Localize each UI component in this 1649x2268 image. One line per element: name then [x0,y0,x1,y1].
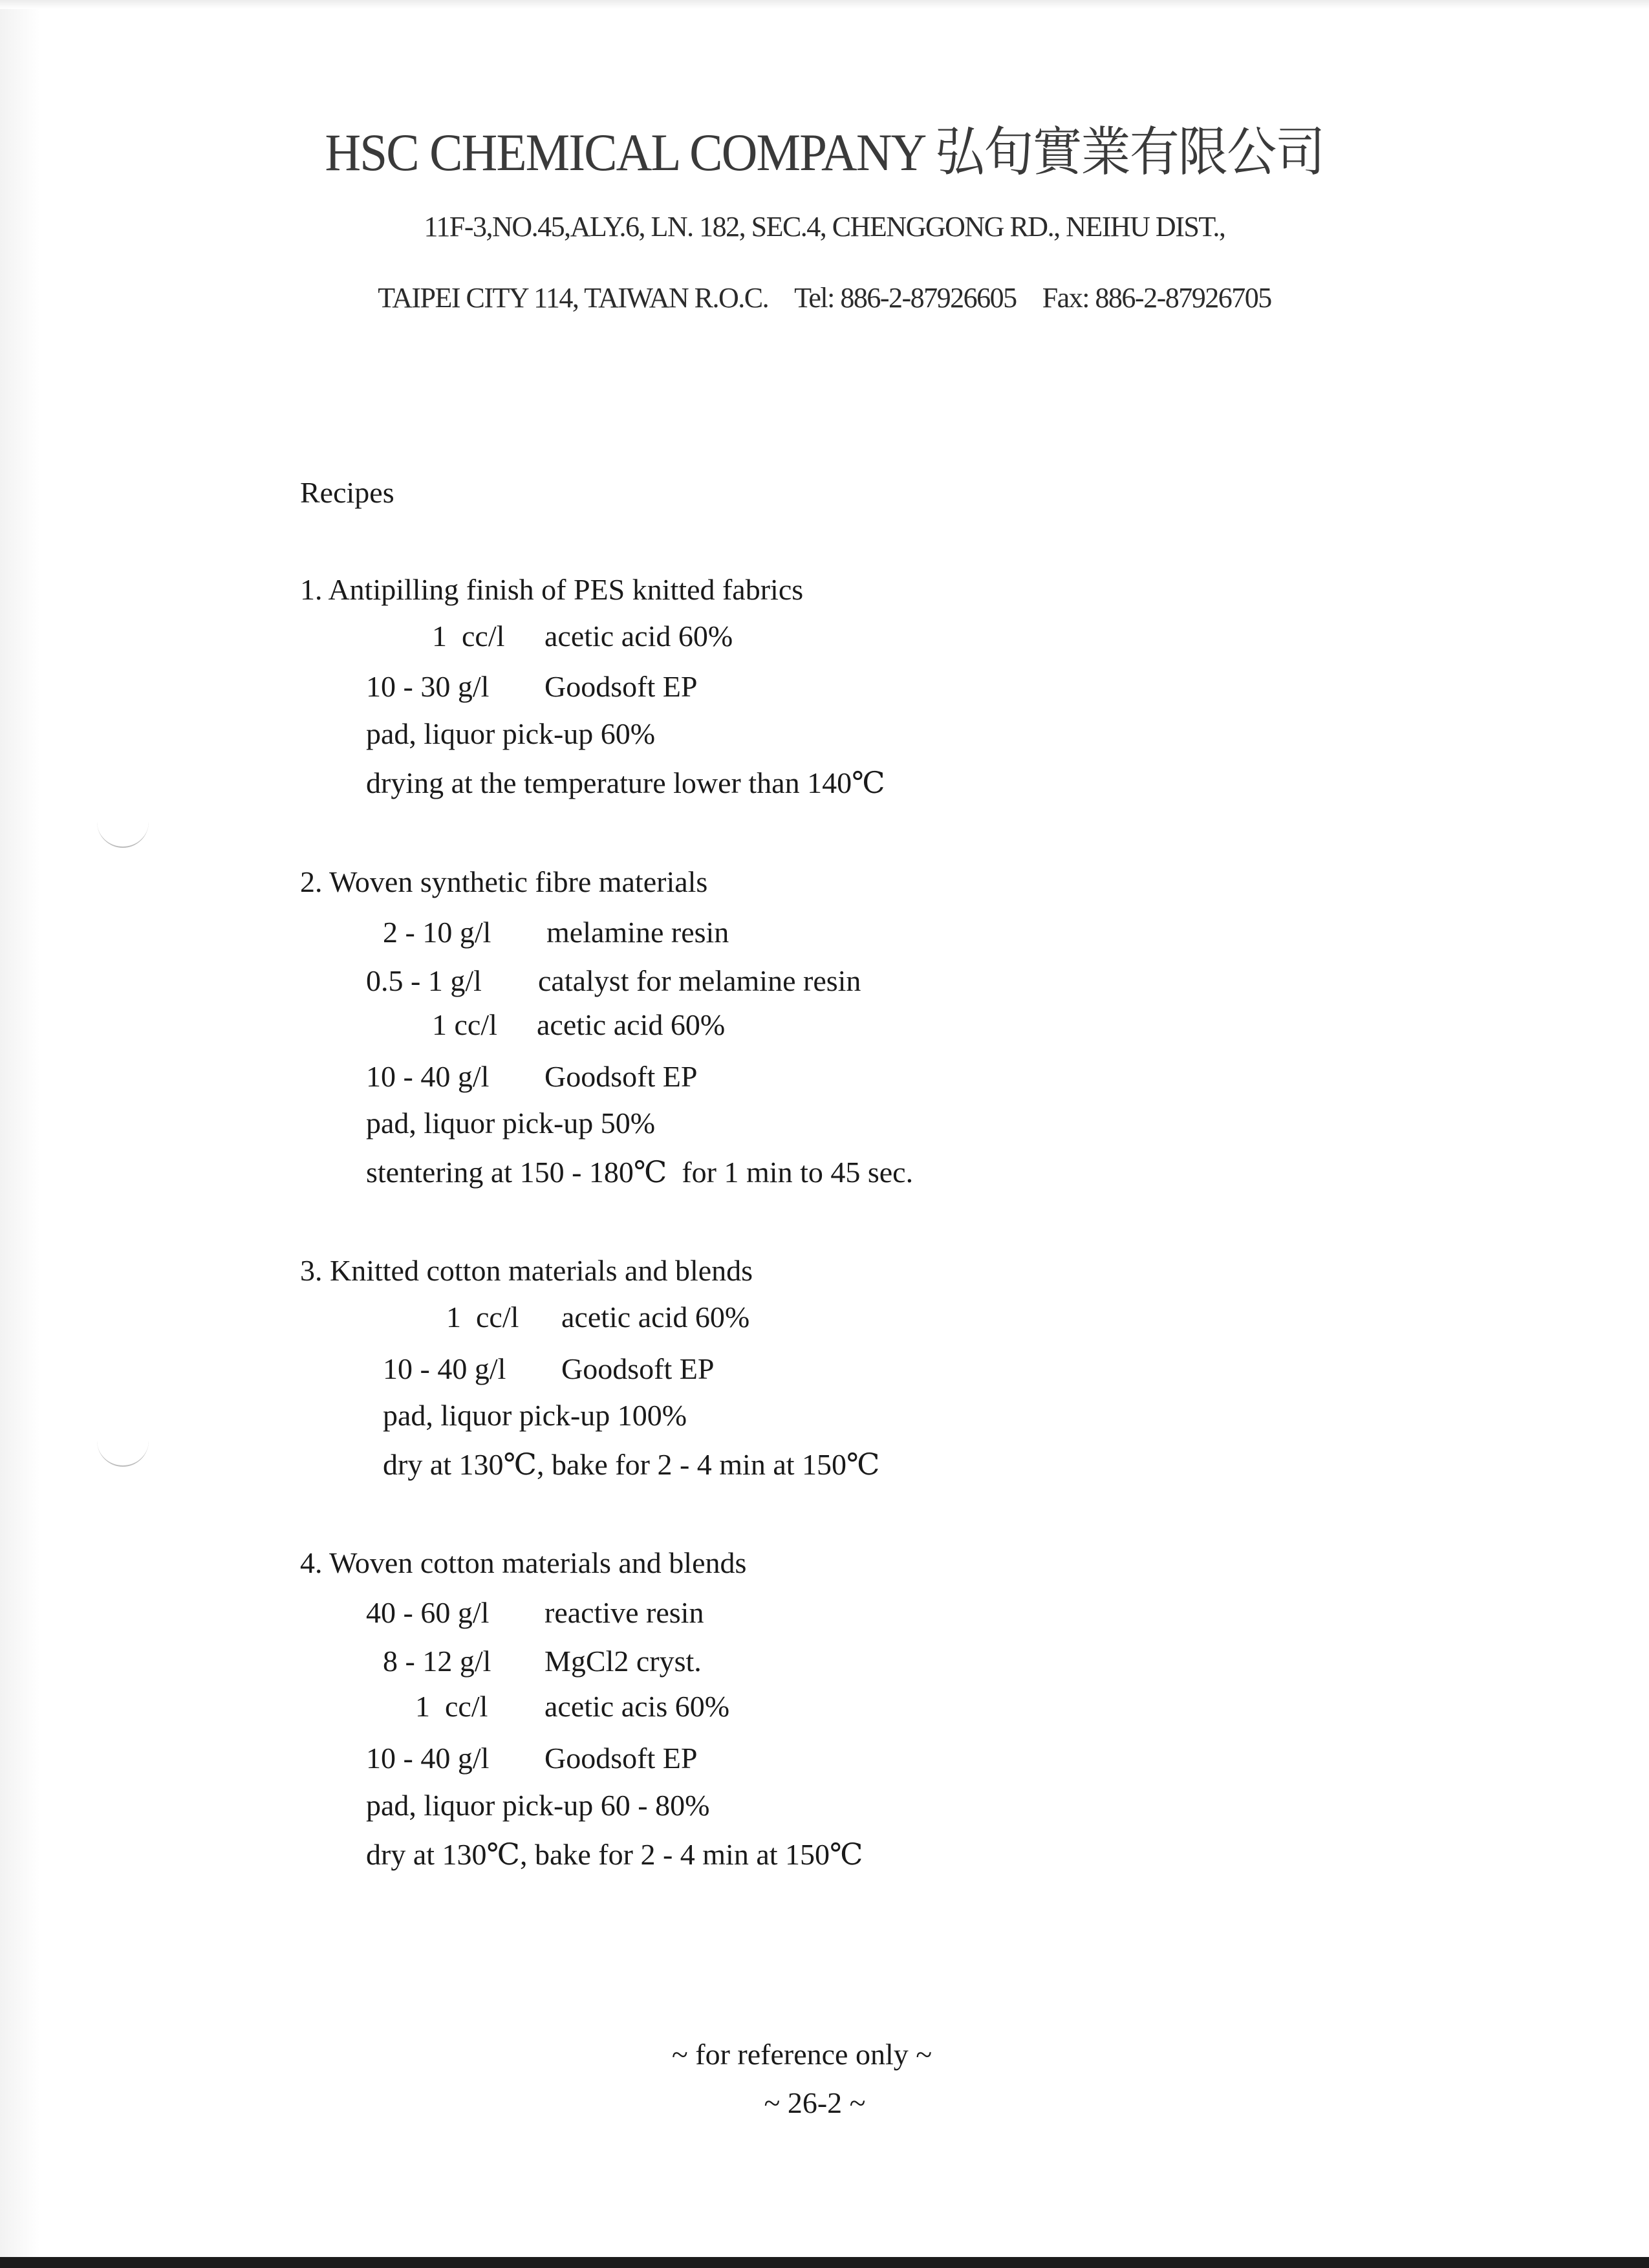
section-title: 1. Antipilling finish of PES knitted fabrics [300,573,804,606]
company-name: HSC CHEMICAL COMPANY 弘旬實業有限公司 [325,123,1324,182]
ingredient-name: acetic acid 60% [537,1008,726,1041]
ingredient-quantity: 0.5 - 1 g/l [366,964,482,997]
process-step: pad, liquor pick-up 60% [366,717,656,750]
fax: Fax: 886-2-87926705 [1042,282,1271,314]
address-city: TAIPEI CITY 114, TAIWAN R.O.C. [378,282,769,314]
ingredient-quantity: 10 - 40 g/l [366,1742,490,1775]
process-step: stentering at 150 - 180℃ for 1 min to 45 sec. [366,1156,914,1189]
ingredient-quantity: 1 cc/l [446,1301,519,1334]
ingredient-name: Goodsoft EP [544,1060,698,1093]
ingredient-quantity: 10 - 40 g/l [383,1352,506,1385]
scan-top-shadow [0,0,1649,9]
ingredient-name: acetic acis 60% [544,1690,730,1723]
process-step: pad, liquor pick-up 100% [383,1399,687,1432]
process-step: drying at the temperature lower than 140℃ [366,766,885,799]
section-title: 4. Woven cotton materials and blends [300,1546,747,1579]
scan-left-shadow [0,0,40,2268]
address-line-2 [0,281,1649,314]
process-step: dry at 130℃, bake for 2 - 4 min at 150℃ [383,1448,880,1481]
process-step: pad, liquor pick-up 50% [366,1107,656,1139]
ingredient-quantity: 1 cc/l [432,1008,497,1041]
ingredient-name: acetic acid 60% [561,1301,750,1334]
ingredient-quantity: 10 - 40 g/l [366,1060,490,1093]
section-title: 2. Woven synthetic fibre materials [300,865,708,898]
ingredient-name: melamine resin [546,916,729,949]
ingredient-name: Goodsoft EP [544,1742,698,1775]
ingredient-quantity: 1 cc/l [415,1690,488,1723]
ingredient-name: acetic acid 60% [544,620,733,653]
address-line-1: 11F-3,NO.45,ALY.6, LN. 182, SEC.4, CHENGGONG RD., NEIHU DIST., [424,211,1225,243]
ingredient-quantity: 1 cc/l [432,620,505,653]
telephone: Tel: 886-2-87926605 [794,282,1017,314]
process-step: dry at 130℃, bake for 2 - 4 min at 150℃ [366,1838,863,1871]
reference-note: ~ for reference only ~ [671,2038,932,2071]
ingredient-quantity: 10 - 30 g/l [366,670,490,703]
scan-bottom-border [0,2257,1649,2268]
process-step: pad, liquor pick-up 60 - 80% [366,1789,710,1822]
page-number: ~ 26-2 ~ [764,2086,866,2119]
ingredient-quantity: 2 - 10 g/l [383,916,491,949]
ingredient-name: Goodsoft EP [544,670,698,703]
ingredient-name: reactive resin [544,1596,704,1629]
section-title: 3. Knitted cotton materials and blends [300,1254,753,1287]
ingredient-name: Goodsoft EP [561,1352,715,1385]
document-heading: Recipes [300,476,394,509]
punch-hole-mark [97,818,149,848]
punch-hole-mark [97,1437,149,1467]
ingredient-name: catalyst for melamine resin [538,964,861,997]
ingredient-quantity: 40 - 60 g/l [366,1596,490,1629]
ingredient-name: MgCl2 cryst. [544,1645,702,1678]
ingredient-quantity: 8 - 12 g/l [383,1645,491,1678]
